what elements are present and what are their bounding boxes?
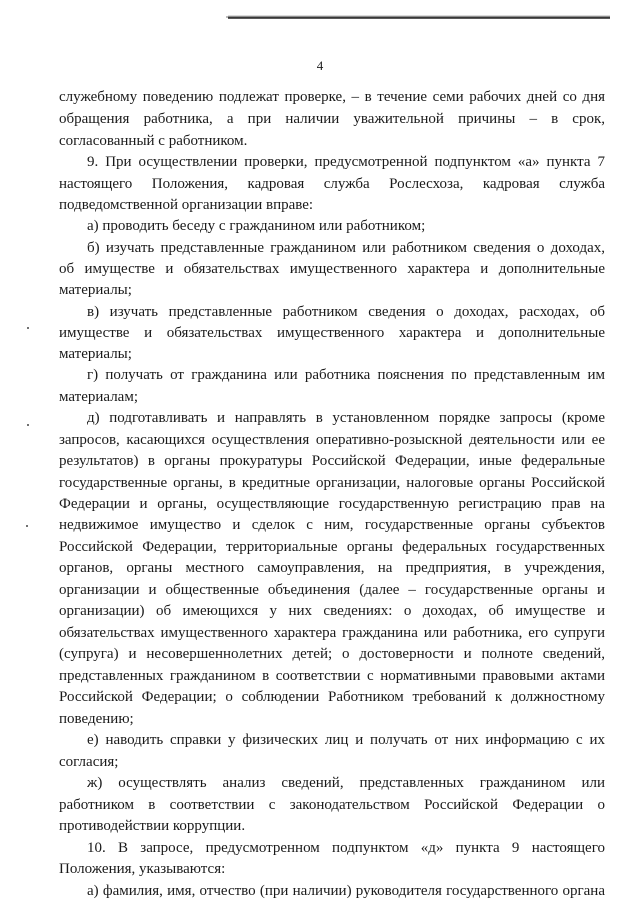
- scan-speck: [26, 525, 28, 527]
- paragraph-9-start: 9. При осуществлении проверки, предусмотренной подпунктом «а» пункта 7: [87, 154, 605, 170]
- list-item-v: в) изучать представленные работником сведения о доходах, расходах, об: [87, 304, 605, 320]
- text-line: поведению;: [59, 711, 134, 727]
- list-item-b: б) изучать представленные гражданином или работником сведения о доходах,: [87, 240, 605, 256]
- text-line: недвижимое имущество и сделок с ним, государственные органы субъектов: [59, 517, 605, 533]
- text-line: а) фамилия, имя, отчество (при наличии) руководителя государственного органа: [87, 883, 605, 899]
- text-line: Российской Федерации; о соблюдении Работником требований к должностному: [59, 689, 605, 705]
- text-line: об имуществе и обязательствах имущественного характера и дополнительные: [59, 261, 605, 277]
- text-line: государственные органы, в кредитные организации, налоговые органы Российской: [59, 475, 605, 491]
- text-line: согласия;: [59, 754, 119, 770]
- text-line: запросов, касающихся осуществления оперативно-розыскной деятельности или ее: [59, 432, 605, 448]
- text-line: организации) об имеющихся у них сведениях: о доходах, об имуществе и: [59, 603, 605, 619]
- list-item-d: д) подготавливать и направлять в установленном порядке запросы (кроме: [87, 410, 605, 426]
- text-line: органов, органы местного самоуправления, на предприятия, в учреждения,: [59, 560, 605, 576]
- list-item-zh: ж) осуществлять анализ сведений, представленных гражданином или: [87, 775, 605, 791]
- text-line: обращения работника, а при наличии уважительной причины – в срок,: [59, 111, 605, 127]
- list-item-g: г) получать от гражданина или работника пояснения по представленным им: [87, 367, 605, 383]
- text-line: согласованный с работником.: [59, 133, 248, 149]
- scan-speck: [27, 327, 29, 329]
- text-line: представленных гражданином в соответствии с нормативными правовыми актами: [59, 668, 605, 684]
- list-item-e: е) наводить справки у физических лиц и получать от них информацию с их: [87, 732, 605, 748]
- list-item-a: а) проводить беседу с гражданином или работником;: [87, 218, 426, 234]
- text-line: обязательствах имущественного характера гражданина или работника, его супруги: [59, 625, 605, 641]
- text-line: Российской Федерации, территориальные органы федеральных государственных: [59, 539, 605, 555]
- text-line: результатов) в органы прокуратуры Российской Федерации, иные федеральные: [59, 453, 605, 469]
- text-line: работником в соответствии с законодательством Российской Федерации о: [59, 797, 605, 813]
- text-line: настоящего Положения, кадровая служба Рослесхоза, кадровая служба: [59, 176, 605, 192]
- text-line: противодействии коррупции.: [59, 818, 246, 834]
- paragraph-10-start: 10. В запросе, предусмотренном подпунктом «д» пункта 9 настоящего: [87, 840, 605, 856]
- scan-speck: [27, 424, 29, 426]
- scan-edge-artifact: [228, 15, 610, 19]
- text-line: Федерации и органы, осуществляющие государственную регистрацию прав на: [59, 496, 605, 512]
- text-line: имуществе и обязательствах имущественного характера и дополнительные: [59, 325, 605, 341]
- text-line: материалы;: [59, 282, 132, 298]
- page-number: 4: [316, 58, 324, 73]
- text-line: (супруга) и несовершеннолетних детей; о достоверности и полноте сведений,: [59, 646, 605, 662]
- text-line: подведомственной организации вправе:: [59, 197, 314, 213]
- text-line: материалы;: [59, 346, 132, 362]
- text-line: организации и общественные объединения (далее – государственные органы и: [59, 582, 605, 598]
- text-line: служебному поведению подлежат проверке, – в течение семи рабочих дней со дня: [59, 89, 605, 105]
- text-line: Положения, указываются:: [59, 861, 226, 877]
- text-line: материалам;: [59, 389, 138, 405]
